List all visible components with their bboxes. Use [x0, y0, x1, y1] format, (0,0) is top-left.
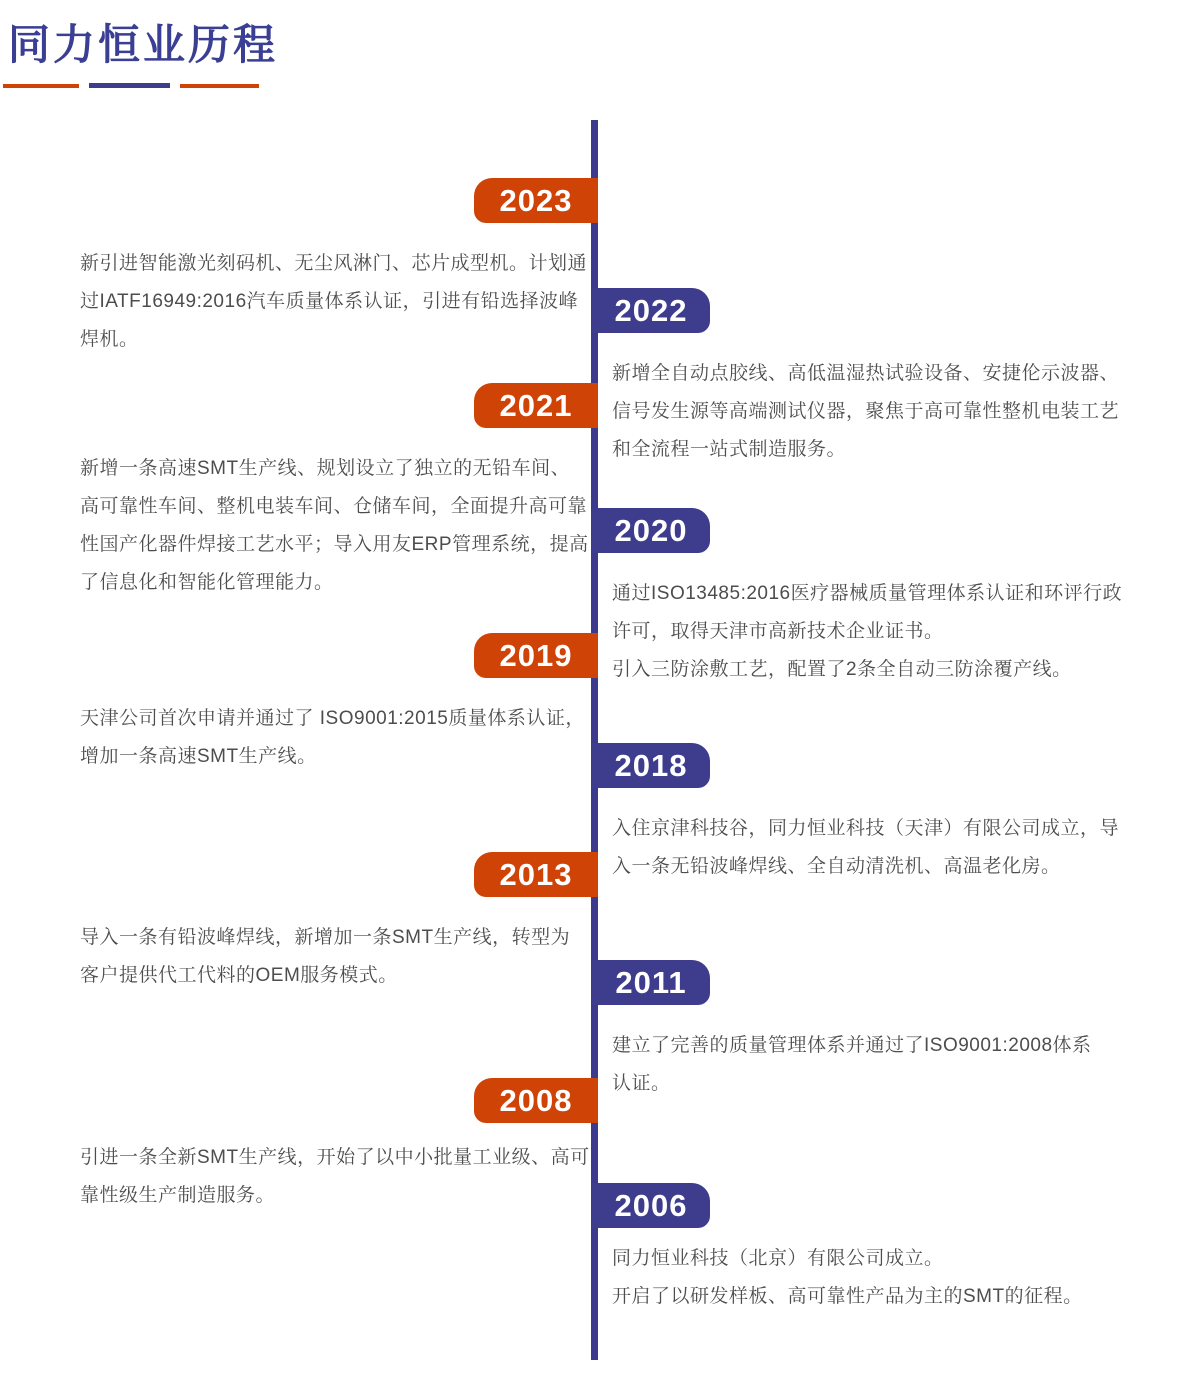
event-description	[612, 355, 1119, 469]
event-description	[612, 1240, 1083, 1316]
event-description	[80, 450, 589, 602]
event-text-line: 天津公司首次申请并通过了 ISO9001:2015质量体系认证，	[80, 708, 585, 729]
year-badge: 2023	[474, 178, 598, 223]
event-text-line: 客户提供代工代料的OEM服务模式。	[80, 965, 398, 986]
year-badge: 2011	[592, 960, 710, 1005]
event-text-line: 新引进智能激光刻码机、无尘风淋门、芯片成型机。计划通	[80, 253, 588, 274]
event-text-line: 新增一条高速SMT生产线、规划设立了独立的无铅车间、	[80, 458, 571, 479]
year-badge: 2013	[474, 852, 598, 897]
year-badge: 2021	[474, 383, 598, 428]
year-badge: 2022	[592, 288, 710, 333]
event-description	[612, 575, 1122, 689]
event-text-line: 入住京津科技谷，同力恒业科技（天津）有限公司成立，导	[612, 818, 1120, 839]
event-description	[612, 1027, 1092, 1103]
event-text-line: 靠性级生产制造服务。	[80, 1185, 276, 1206]
event-text-line: 建立了完善的质量管理体系并通过了ISO9001:2008体系	[612, 1035, 1092, 1056]
event-description	[80, 245, 587, 359]
event-text-line: 同力恒业科技（北京）有限公司成立。	[612, 1248, 944, 1269]
event-description	[80, 1139, 590, 1215]
year-badge: 2020	[592, 508, 710, 553]
event-text-line: 和全流程一站式制造服务。	[612, 439, 847, 460]
year-badge: 2008	[474, 1078, 598, 1123]
event-description	[80, 700, 585, 776]
year-badge: 2018	[592, 743, 710, 788]
event-text-line: 入一条无铅波峰焊线、全自动清洗机、高温老化房。	[612, 856, 1061, 877]
event-description	[80, 919, 570, 995]
event-text-line: 高可靠性车间、整机电装车间、仓储车间，全面提升高可靠	[80, 496, 588, 517]
event-text-line: 导入一条有铅波峰焊线，新增加一条SMT生产线，转型为	[80, 927, 571, 948]
page-title: 同力恒业历程	[8, 21, 279, 68]
event-text-line: 通过ISO13485:2016医疗器械质量管理体系认证和环评行政	[612, 583, 1123, 604]
event-text-line: 性国产化器件焊接工艺水平；导入用友ERP管理系统，提高	[80, 534, 589, 555]
event-text-line: 认证。	[612, 1073, 671, 1094]
event-text-line: 引进一条全新SMT生产线，开始了以中小批量工业级、高可	[80, 1147, 590, 1168]
event-text-line: 焊机。	[80, 329, 139, 350]
event-text-line: 新增全自动点胶线、高低温湿热试验设备、安捷伦示波器、	[612, 363, 1120, 384]
year-badge: 2006	[592, 1183, 710, 1228]
event-text-line: 信号发生源等高端测试仪器，聚焦于高可靠性整机电装工艺	[612, 401, 1120, 422]
event-text-line: 增加一条高速SMT生产线。	[80, 746, 317, 767]
event-text-line: 过IATF16949:2016汽车质量体系认证，引进有铅选择波峰	[80, 291, 579, 312]
event-text-line: 许可，取得天津市高新技术企业证书。	[612, 621, 944, 642]
event-description	[612, 810, 1119, 886]
event-text-line: 了信息化和智能化管理能力。	[80, 572, 334, 593]
year-badge: 2019	[474, 633, 598, 678]
event-text-line: 引入三防涂敷工艺，配置了2条全自动三防涂覆产线。	[612, 659, 1072, 680]
event-text-line: 开启了以研发样板、高可靠性产品为主的SMT的征程。	[612, 1286, 1083, 1307]
